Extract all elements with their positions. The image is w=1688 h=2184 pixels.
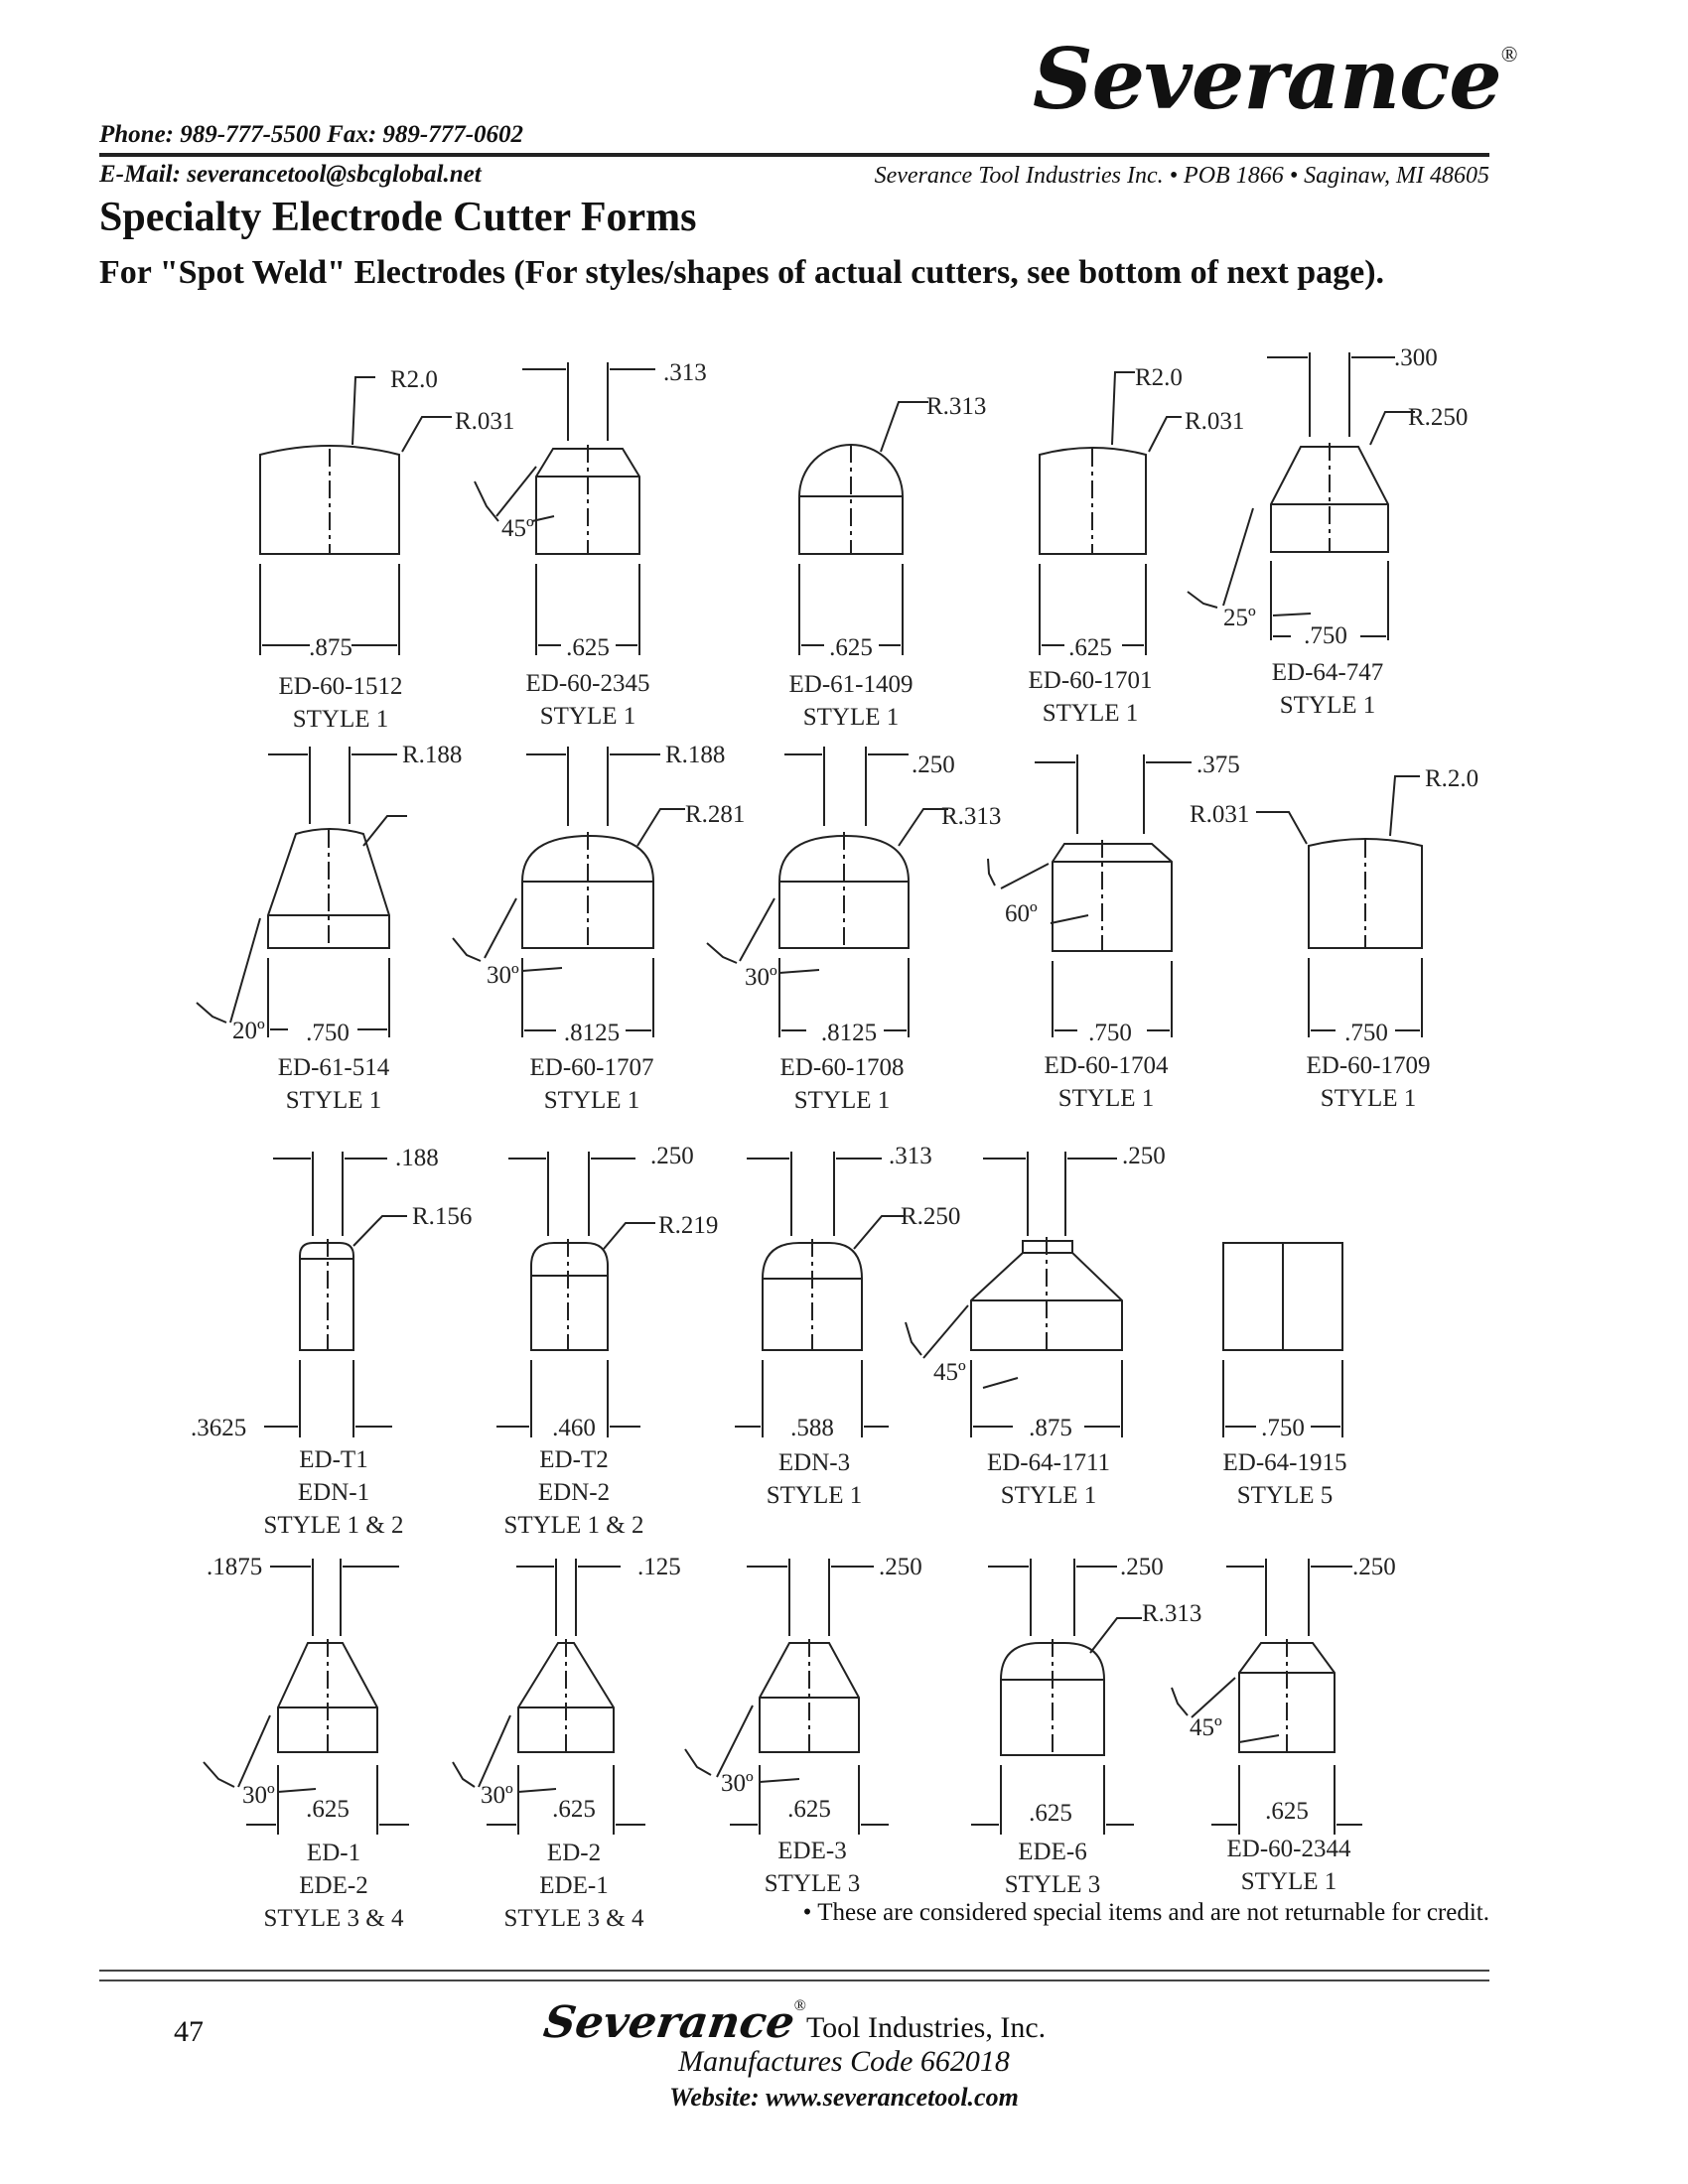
form-code: ED-60-1708: [779, 1054, 905, 1081]
form-code: ED-60-2344: [1226, 1836, 1351, 1862]
returns-note: • These are considered special items and are not returnable for credit.: [802, 1899, 1489, 1926]
footer-rule-top: [99, 1970, 1489, 1972]
angle-arrow: [1051, 915, 1088, 923]
leader: [1112, 372, 1135, 445]
dim-text: 25º: [1223, 605, 1256, 631]
form-style: STYLE 1: [1279, 692, 1376, 719]
form-style: STYLE 5: [1236, 1482, 1334, 1509]
form-code: EDN-3: [777, 1449, 851, 1476]
form-ed-61-514: [197, 742, 462, 1114]
form-style: STYLE 1 & 2: [503, 1512, 644, 1539]
dim-text: .375: [1196, 751, 1240, 778]
angle-leader: [923, 1305, 968, 1358]
dim-text: R.188: [665, 742, 726, 768]
angle-leader: [1001, 864, 1049, 888]
dim-text: R.313: [941, 803, 1002, 830]
dim-text: .313: [663, 359, 707, 386]
angle-arrow: [278, 1789, 316, 1792]
page-subtitle: For "Spot Weld" Electrodes (For styles/shapes of actual cutters, see bottom of next page).: [99, 254, 1385, 291]
form-ed-64-1915: [1223, 1243, 1347, 1509]
dim-text: 30º: [487, 962, 519, 989]
dim-text: 20º: [232, 1018, 265, 1044]
angle-arc: [906, 1322, 921, 1355]
leader: [1390, 776, 1420, 836]
dim-text: R2.0: [390, 366, 438, 393]
dim-text: 45º: [933, 1359, 966, 1386]
leader: [353, 1216, 407, 1246]
dim-text: R.188: [402, 742, 463, 768]
form-ed-t2: [496, 1143, 718, 1539]
dim-text: 30º: [242, 1782, 275, 1809]
form-style: STYLE 1: [1320, 1085, 1417, 1112]
angle-arrow: [1273, 614, 1311, 615]
form-code: ED-64-1711: [986, 1449, 1111, 1476]
angle-arc: [988, 859, 995, 886]
form-ed-t1: [191, 1145, 472, 1539]
dim-text: R.031: [1190, 801, 1250, 828]
angle-arrow: [522, 968, 562, 971]
form-code: ED-T1: [299, 1446, 368, 1473]
form-ed-61-1409: [789, 393, 987, 731]
dim-text: R.250: [1408, 404, 1469, 431]
form-code: ED-T2: [539, 1446, 609, 1473]
footer-rule-bottom: [99, 1979, 1489, 1981]
form-code: ED-61-514: [277, 1054, 390, 1081]
form-ede-3: [685, 1554, 922, 1897]
dim-text: R.156: [412, 1203, 473, 1230]
leader: [363, 816, 407, 846]
form-style: STYLE 1: [1000, 1482, 1097, 1509]
leader: [1090, 1618, 1142, 1653]
page-title: Specialty Electrode Cutter Forms: [99, 195, 697, 240]
form-ed-1: [204, 1554, 409, 1932]
dim-text: .250: [1352, 1554, 1396, 1580]
angle-arrow: [760, 1779, 799, 1782]
leader: [637, 809, 685, 846]
angle-arc: [685, 1749, 711, 1775]
dim-text: .125: [637, 1554, 681, 1580]
dim-text: .875: [309, 634, 352, 661]
form-code-2: EDE-2: [299, 1872, 368, 1899]
leader: [881, 402, 928, 452]
dim-text: .625: [306, 1796, 350, 1823]
dim-text: 30º: [745, 964, 777, 991]
form-style: STYLE 1: [802, 704, 900, 731]
dim-text: .250: [650, 1143, 694, 1169]
dim-text: .1875: [207, 1554, 263, 1580]
form-code: ED-61-1409: [788, 671, 914, 698]
form-style: STYLE 3: [1004, 1871, 1101, 1898]
angle-arc: [707, 943, 737, 963]
form-code-2: EDE-1: [539, 1872, 609, 1899]
footer-registered: ®: [793, 1997, 806, 2014]
leader: [352, 377, 375, 445]
form-outline: [1053, 844, 1172, 951]
dim-text: R.313: [926, 393, 987, 420]
angle-leader: [1223, 508, 1253, 606]
form-style: STYLE 1 & 2: [263, 1512, 404, 1539]
dim-text: .3625: [191, 1415, 247, 1441]
logo-text: Severance: [1033, 30, 1501, 128]
angle-leader: [496, 467, 536, 516]
angle-arc: [197, 1003, 226, 1023]
dim-text: 30º: [481, 1782, 513, 1809]
angle-arrow: [983, 1378, 1018, 1388]
footer-logo: Severance: [540, 1997, 798, 2048]
form-style: STYLE 1: [285, 1087, 382, 1114]
form-code: ED-2: [546, 1840, 602, 1866]
form-style: STYLE 3: [764, 1870, 861, 1897]
angle-arrow: [1239, 1735, 1279, 1742]
angle-leader: [485, 898, 516, 958]
dim-text: .250: [1122, 1143, 1166, 1169]
angle-leader: [717, 1706, 753, 1777]
form-style: STYLE 1: [766, 1482, 863, 1509]
form-style: STYLE 1: [1240, 1868, 1337, 1895]
dim-text: .300: [1394, 344, 1438, 371]
form-ed-60-1708: [707, 747, 1001, 1114]
angle-arrow: [518, 1789, 556, 1792]
dim-text: R.031: [1185, 408, 1245, 435]
leader: [854, 1216, 906, 1249]
dim-text: .250: [1120, 1554, 1164, 1580]
angle-arc: [1188, 592, 1217, 608]
dim-text: R.219: [658, 1212, 719, 1239]
form-code: ED-64-1915: [1222, 1449, 1347, 1476]
angle-arrow: [779, 970, 819, 973]
dim-text: R.031: [455, 408, 515, 435]
angle-leader: [230, 918, 260, 1023]
form-ed-60-1709: [1190, 765, 1478, 1112]
dim-text: R2.0: [1135, 364, 1183, 391]
form-ed-60-1701: [1029, 364, 1245, 727]
form-ed-60-1512: [260, 366, 514, 733]
angle-arc: [475, 481, 498, 521]
form-ede-6: [971, 1554, 1201, 1898]
form-code: ED-60-1512: [278, 673, 403, 700]
angle-leader: [238, 1715, 270, 1787]
form-code-2: EDN-1: [297, 1479, 370, 1506]
form-code: ED-1: [306, 1840, 361, 1866]
dim-text: .8125: [563, 1020, 621, 1046]
angle-arc: [204, 1762, 234, 1787]
form-outline: [531, 1243, 608, 1350]
form-ed-64-747: [1188, 344, 1468, 719]
dim-text: R.250: [901, 1203, 961, 1230]
page-number: 47: [174, 2015, 204, 2048]
form-style: STYLE 1: [539, 703, 636, 730]
dim-text: .188: [395, 1145, 439, 1171]
form-code: ED-60-1701: [1028, 667, 1153, 694]
dim-text: .750: [1088, 1020, 1132, 1046]
dim-text: .875: [1029, 1415, 1072, 1441]
header-address: Severance Tool Industries Inc. • POB 1866 • Saginaw, MI 48605: [874, 163, 1489, 189]
leader: [402, 417, 452, 452]
dim-text: .625: [829, 634, 873, 661]
form-style: STYLE 1: [793, 1087, 891, 1114]
dim-text: .250: [879, 1554, 922, 1580]
dim-text: .750: [1344, 1020, 1388, 1046]
dim-text: .625: [1029, 1800, 1072, 1827]
form-code-2: EDN-2: [537, 1479, 611, 1506]
dim-text: .625: [1265, 1798, 1309, 1825]
form-ed-64-1711: [906, 1143, 1166, 1509]
form-code: ED-60-2345: [525, 670, 650, 697]
leader: [604, 1223, 655, 1249]
leader: [1149, 417, 1182, 452]
angle-leader: [740, 898, 774, 961]
dim-text: .750: [1304, 622, 1347, 649]
form-code: ED-60-1709: [1306, 1052, 1431, 1079]
angle-arc: [453, 938, 481, 961]
dim-text: .625: [566, 634, 610, 661]
dim-text: .625: [552, 1796, 596, 1823]
form-edn-3: [735, 1143, 960, 1509]
form-ed-60-1707: [453, 742, 745, 1114]
angle-arc: [453, 1762, 475, 1787]
dim-text: 30º: [721, 1770, 754, 1797]
dim-text: 45º: [501, 515, 534, 542]
form-style: STYLE 1: [292, 706, 389, 733]
footer-company: [540, 1997, 1047, 2048]
angle-leader: [1192, 1678, 1235, 1717]
form-code: EDE-6: [1018, 1839, 1087, 1865]
form-style: STYLE 1: [1057, 1085, 1155, 1112]
form-style: STYLE 1: [1042, 700, 1139, 727]
form-code: ED-60-1704: [1044, 1052, 1169, 1079]
form-code: ED-60-1707: [529, 1054, 654, 1081]
form-code: ED-64-747: [1271, 659, 1384, 686]
angle-leader: [479, 1715, 510, 1787]
leader: [1256, 812, 1307, 844]
form-ed-60-2344: [1172, 1554, 1396, 1895]
form-style: STYLE 1: [543, 1087, 640, 1114]
dim-text: 60º: [1005, 900, 1038, 927]
dim-text: .588: [790, 1415, 834, 1441]
header-phone-fax: Phone: 989-777-5500 Fax: 989-777-0602: [99, 121, 524, 148]
dim-text: .313: [889, 1143, 932, 1169]
dim-text: R.313: [1142, 1600, 1202, 1627]
dim-text: .8125: [820, 1020, 878, 1046]
dim-text: R.281: [685, 801, 746, 828]
dim-text: .625: [787, 1796, 831, 1823]
dim-text: .625: [1068, 634, 1112, 661]
footer-manufactures: Manufactures Code 662018: [678, 2045, 1010, 2078]
form-style: STYLE 3 & 4: [263, 1905, 404, 1932]
registered-mark: ®: [1500, 42, 1518, 67]
form-ed-2: [453, 1554, 681, 1932]
dim-text: 45º: [1190, 1714, 1222, 1741]
dim-text: R.2.0: [1425, 765, 1479, 792]
angle-arc: [1172, 1688, 1188, 1715]
footer-website: Website: www.severancetool.com: [669, 2083, 1019, 2112]
dim-text: .750: [306, 1020, 350, 1046]
footer-company-name: Tool Industries, Inc.: [805, 2011, 1047, 2044]
dim-text: .250: [912, 751, 955, 778]
form-style: STYLE 3 & 4: [503, 1905, 644, 1932]
dim-text: .750: [1261, 1415, 1305, 1441]
dim-text: .460: [552, 1415, 596, 1441]
header-email: E-Mail: severancetool@sbcglobal.net: [99, 161, 482, 188]
form-code: EDE-3: [777, 1838, 847, 1864]
